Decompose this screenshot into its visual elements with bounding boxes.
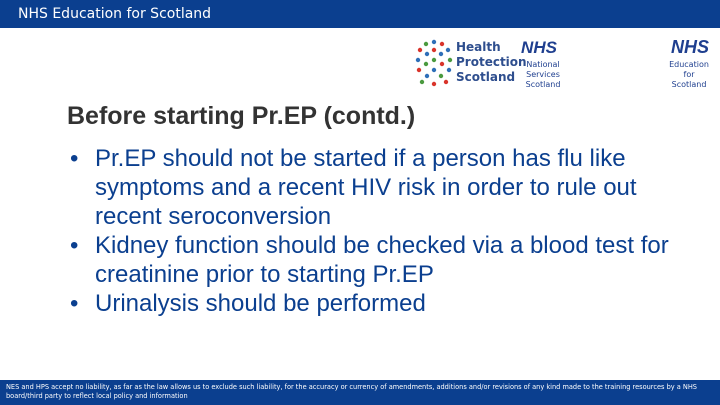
- bullet-item: [70, 289, 690, 318]
- nes-logo-text: [666, 60, 712, 90]
- nes-nhs-mark: NHS: [670, 37, 709, 57]
- bullet-icon: •: [70, 290, 79, 317]
- hps-dots-icon: [414, 38, 454, 90]
- nes-logo-line: Education: [669, 60, 709, 69]
- disclaimer-line: NES and HPS accept no liability, as far as the law allows us to exclude such liability, for the accuracy or currency of amendments, additions and/or revisions of any kind made to the training resources by a NHS: [6, 383, 697, 391]
- hps-logo: [414, 38, 527, 94]
- bullet-item: [70, 144, 690, 231]
- bullet-icon: •: [70, 145, 79, 172]
- nss-logo-line: Services: [526, 70, 560, 79]
- nes-logo-line: for: [683, 70, 695, 79]
- disclaimer-text: [6, 383, 706, 401]
- header-title: NHS Education for Scotland: [18, 6, 212, 22]
- hps-logo-text: [456, 40, 527, 85]
- nss-logo-line: National: [526, 60, 560, 69]
- nss-logo-text: [518, 60, 568, 90]
- bullet-text: Pr.EP should not be started if a person has flu like symptoms and a recent HIV risk in order to rule out recent seroconversion: [95, 145, 637, 230]
- nss-nhs-mark: NHS: [521, 38, 557, 57]
- nes-logo-line: Scotland: [671, 80, 707, 89]
- bullet-text: Kidney function should be checked via a blood test for creatinine prior to starting Pr.EP: [95, 232, 669, 288]
- bullet-item: [70, 231, 690, 289]
- hps-logo-line: Scotland: [456, 70, 516, 84]
- hps-logo-line: Health: [456, 40, 501, 54]
- bullet-icon: •: [70, 232, 79, 259]
- disclaimer-line: board/third party to reflect local policy and information: [6, 392, 188, 400]
- nss-logo-line: Scotland: [525, 80, 561, 89]
- bullet-list: [70, 144, 690, 318]
- nes-logo: [666, 36, 712, 102]
- header-bar: [0, 0, 720, 28]
- slide-title: Before starting Pr.EP (contd.): [67, 102, 416, 130]
- hps-logo-line: Protection: [456, 55, 527, 69]
- nss-logo: [516, 38, 566, 94]
- bullet-text: Urinalysis should be performed: [95, 290, 426, 317]
- footer-bar: [0, 380, 720, 405]
